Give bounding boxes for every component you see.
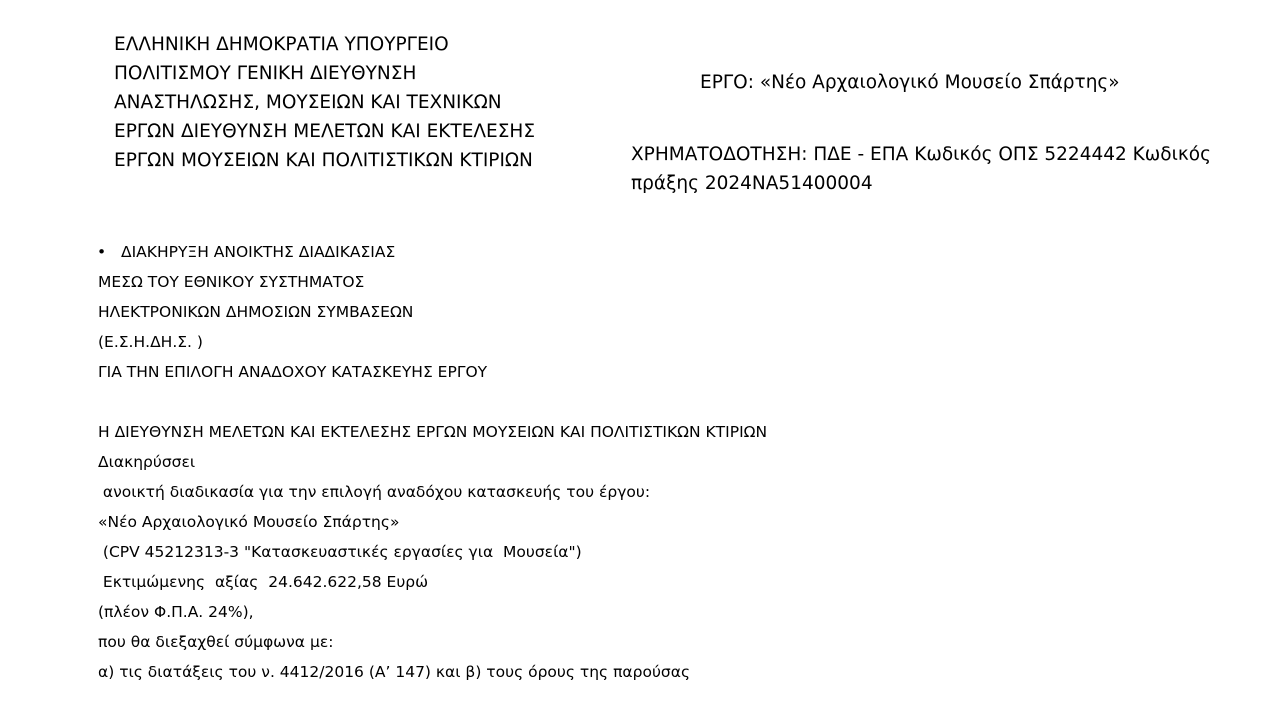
body-line: Διακηρύσσει	[98, 453, 196, 471]
body-line: ΓΙΑ ΤΗΝ ΕΠΙΛΟΓΗ ΑΝΑΔΟΧΟΥ ΚΑΤΑΣΚΕΥΗΣ ΕΡΓΟΥ	[98, 363, 488, 381]
announcement-title: ΔΙΑΚΗΡΥΞΗ ΑΝΟΙΚΤΗΣ ΔΙΑΔΙΚΑΣΙΑΣ	[121, 243, 396, 261]
body-line: (CPV 45212313-3 "Κατασκευαστικές εργασίες για Μουσεία")	[98, 543, 582, 561]
body-line: «Νέο Αρχαιολογικό Μουσείο Σπάρτης»	[98, 513, 400, 531]
body-line: ανοικτή διαδικασία για την επιλογή αναδόχου κατασκευής του έργου:	[98, 483, 651, 501]
body-line: (πλέον Φ.Π.Α. 24%),	[98, 603, 254, 621]
organization-header	[114, 30, 634, 175]
announcement-title-line	[98, 237, 1198, 267]
organization-line: ΠΟΛΙΤΙΣΜΟΥ ΓΕΝΙΚΗ ΔΙΕΥΘΥΝΣΗ	[114, 63, 417, 84]
body-line: Η ΔΙΕΥΘΥΝΣΗ ΜΕΛΕΤΩΝ ΚΑΙ ΕΚΤΕΛΕΣΗΣ ΕΡΓΩΝ ΜΟΥΣΕΙΩΝ ΚΑΙ ΠΟΛΙΤΙΣΤΙΚΩΝ ΚΤΙΡΙΩΝ	[98, 423, 768, 441]
organization-line: ΑΝΑΣΤΗΛΩΣΗΣ, ΜΟΥΣΕΙΩΝ ΚΑΙ ΤΕΧΝΙΚΩΝ	[114, 92, 502, 113]
organization-line: ΕΛΛΗΝΙΚΗ ΔΗΜΟΚΡΑΤΙΑ ΥΠΟΥΡΓΕΙΟ	[114, 34, 449, 55]
organization-line: ΕΡΓΩΝ ΔΙΕΥΘΥΝΣΗ ΜΕΛΕΤΩΝ ΚΑΙ ΕΚΤΕΛΕΣΗΣ	[114, 121, 536, 142]
bullet-icon: •	[97, 243, 107, 261]
organization-line: ΕΡΓΩΝ ΜΟΥΣΕΙΩΝ ΚΑΙ ΠΟΛΙΤΙΣΤΙΚΩΝ ΚΤΙΡΙΩΝ	[114, 150, 533, 171]
body-line: ΜΕΣΩ ΤΟΥ ΕΘΝΙΚΟΥ ΣΥΣΤΗΜΑΤΟΣ	[98, 273, 365, 291]
body-line: Εκτιμώμενης αξίας 24.642.622,58 Ευρώ	[98, 573, 429, 591]
body-line: που θα διεξαχθεί σύμφωνα με:	[98, 633, 334, 651]
body-line: (Ε.Σ.Η.ΔΗ.Σ. )	[98, 333, 203, 351]
funding-line: ΧΡΗΜΑΤΟΔΟΤΗΣΗ: ΠΔΕ - ΕΠΑ Κωδικός ΟΠΣ 5224442 Κωδικός	[631, 144, 1211, 165]
funding-line: πράξης 2024ΝΑ51400004	[631, 173, 873, 194]
body-line: α) τις διατάξεις του ν. 4412/2016 (Α’ 147) και β) τους όρους της παρούσας	[98, 663, 691, 681]
blank-line	[98, 387, 1198, 417]
funding-info	[631, 140, 1271, 198]
announcement-body	[98, 237, 1198, 687]
project-title: ΕΡΓΟ: «Νέο Αρχαιολογικό Μουσείο Σπάρτης»	[700, 72, 1120, 93]
body-line: ΗΛΕΚΤΡΟΝΙΚΩΝ ΔΗΜΟΣΙΩΝ ΣΥΜΒΑΣΕΩΝ	[98, 303, 414, 321]
